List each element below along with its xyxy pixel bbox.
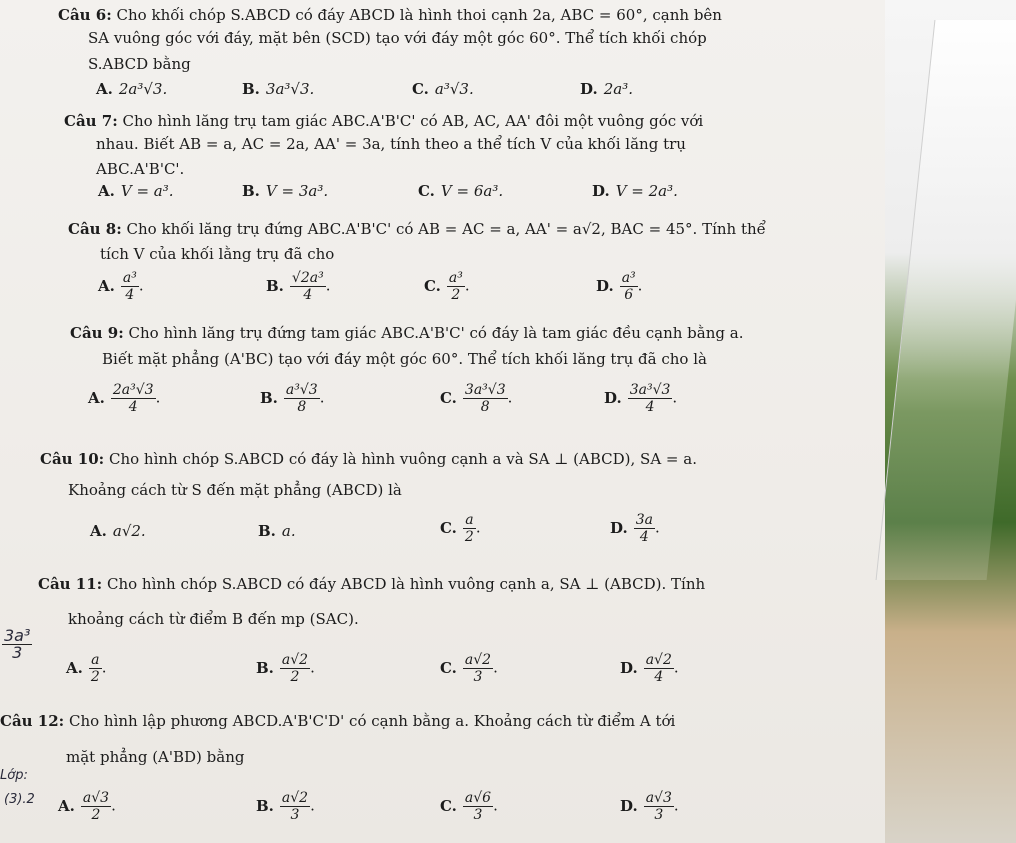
q11-option-c[interactable]: C. $\frac{a√2}{3}$ .: [440, 652, 498, 685]
q8-option-b[interactable]: B. $\frac{\text{√2a³}}{4}$ .: [266, 270, 331, 303]
q9-text1: Cho hình lăng trụ đứng tam giác ABC.A'B'C' có đáy là tam giác đều cạnh bằng a.: [128, 324, 744, 342]
q7-text2: nhau. Biết AB = a, AC = 2a, AA' = 3a, tính theo a thể tích V của khối lăng trụ: [96, 135, 686, 153]
q12-text2: mặt phẳng (A'BD) bằng: [66, 748, 245, 766]
q8-option-c[interactable]: C. $\frac{\text{a³}}{2}$ .: [424, 270, 470, 303]
q10-option-b[interactable]: B. a.: [258, 522, 296, 540]
q7-option-a[interactable]: A. V = a³.: [98, 182, 174, 200]
q10-line1: [40, 450, 697, 468]
q10-option-d[interactable]: D. $\frac{3a}{4}$ .: [610, 512, 660, 545]
q11-option-a[interactable]: A. $\frac{a}{2}$ .: [66, 652, 107, 685]
q6-label: Câu 6:: [58, 6, 112, 24]
q6-option-c[interactable]: C. a³√3.: [412, 80, 474, 98]
q12-option-a[interactable]: A. $\frac{a√3}{2}$ .: [58, 790, 116, 823]
q6-option-a[interactable]: A. 2a³√3.: [96, 80, 168, 98]
q8-line1: [68, 220, 766, 238]
handwritten-note-number: (3).2: [4, 792, 35, 807]
q12-option-b[interactable]: B. $\frac{a√2}{3}$ .: [256, 790, 315, 823]
q10-option-c[interactable]: C. $\frac{a}{2}$ .: [440, 512, 481, 545]
q12-option-d[interactable]: D. $\frac{a√3}{3}$ .: [620, 790, 679, 823]
handwritten-note-lop: Lớp:: [0, 768, 28, 783]
q8-text1: Cho khối lăng trụ đứng ABC.A'B'C' có AB = AC = a, AA' = a√2, BAC = 45°. Tính thể: [126, 220, 766, 238]
q10-label: Câu 10:: [40, 450, 105, 468]
q12-option-c[interactable]: C. $\frac{a√6}{3}$ .: [440, 790, 498, 823]
q7-line1: [64, 112, 703, 130]
q6-text2: SA vuông góc với đáy, mặt bên (SCD) tạo với đáy một góc 60°. Thể tích khối chóp: [88, 29, 707, 47]
handwritten-note-fraction: $\frac{\text{3a³}}{3}$: [4, 626, 31, 662]
q11-text2: khoảng cách từ điểm B đến mp (SAC).: [68, 610, 359, 628]
q11-option-d[interactable]: D. $\frac{a√2}{4}$ .: [620, 652, 679, 685]
q12-text1: Cho hình lập phương ABCD.A'B'C'D' có cạnh bằng a. Khoảng cách từ điểm A tới: [68, 712, 676, 730]
q8-label: Câu 8:: [68, 220, 122, 238]
q7-text3: ABC.A'B'C'.: [96, 160, 185, 178]
q11-label: Câu 11:: [38, 575, 103, 593]
q12-line1: [0, 712, 675, 730]
q6-option-b[interactable]: B. 3a³√3.: [242, 80, 315, 98]
q10-text2: Khoảng cách từ S đến mặt phẳng (ABCD) là: [68, 481, 402, 499]
q6-line1: [58, 6, 722, 24]
q7-label: Câu 7:: [64, 112, 118, 130]
q7-option-b[interactable]: B. V = 3a³.: [242, 182, 329, 200]
q8-option-d[interactable]: D. $\frac{\text{a³}}{6}$ .: [596, 270, 643, 303]
q9-option-b[interactable]: B. $\frac{\text{a³√3}}{8}$ .: [260, 382, 325, 415]
q9-text2: Biết mặt phẳng (A'BC) tạo với đáy một góc 60°. Thể tích khối lăng trụ đã cho là: [102, 350, 707, 368]
q9-label: Câu 9:: [70, 324, 124, 342]
q11-line1: [38, 575, 705, 593]
q6-option-d[interactable]: D. 2a³.: [580, 80, 633, 98]
q10-text1: Cho hình chóp S.ABCD có đáy là hình vuông cạnh a và SA ⊥ (ABCD), SA = a.: [108, 450, 697, 468]
q7-option-c[interactable]: C. V = 6a³.: [418, 182, 504, 200]
q10-option-a[interactable]: A. a√2.: [90, 522, 146, 540]
q8-text2: tích V của khối lằng trụ đã cho: [100, 245, 335, 263]
q9-option-a[interactable]: A. $\frac{\text{2a³√3}}{4}$ .: [88, 382, 161, 415]
q6-text1: Cho khối chóp S.ABCD có đáy ABCD là hình thoi cạnh 2a, ABC = 60°, cạnh bên: [116, 6, 722, 24]
q11-option-b[interactable]: B. $\frac{a√2}{2}$ .: [256, 652, 315, 685]
q11-text1: Cho hình chóp S.ABCD có đáy ABCD là hình vuông cạnh a, SA ⊥ (ABCD). Tính: [106, 575, 706, 593]
q12-label: Câu 12:: [0, 712, 65, 730]
q6-text3: S.ABCD bằng: [88, 55, 191, 73]
q7-option-d[interactable]: D. V = 2a³.: [592, 182, 678, 200]
q9-line1: [70, 324, 743, 342]
q9-option-c[interactable]: C. $\frac{\text{3a³√3}}{8}$ .: [440, 382, 513, 415]
q7-text1: Cho hình lăng trụ tam giác ABC.A'B'C' có AB, AC, AA' đôi một vuông góc với: [122, 112, 704, 130]
q9-option-d[interactable]: D. $\frac{\text{3a³√3}}{4}$ .: [604, 382, 678, 415]
q8-option-a[interactable]: A. $\frac{\text{a³}}{4}$ .: [98, 270, 144, 303]
